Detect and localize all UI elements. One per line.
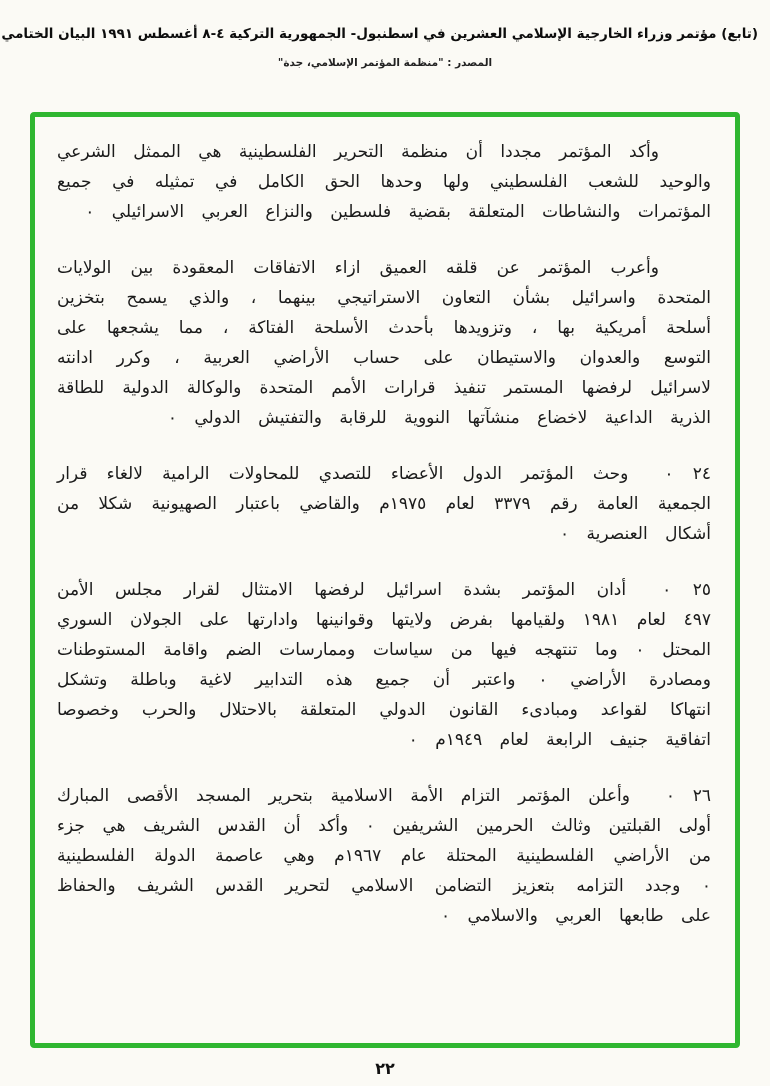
paragraph-us-israel-agreements: وأعرب المؤتمر عن قلقه العميق ازاء الاتفاقات المعقودة بين الولايات المتحدة واسرائيل بشأن التعاون الاستراتيجي بينهما ، والذي يسمح بتخزين أسلحة أمريكية بها ، وتزويدها بأحدث الأسلحة الفتاكة ، مما يشجعها على التوسع والعدوان والاستيطان على حساب الأراضي العربية ، وكرر ادانته لاسرائيل لرفضها المستمر تنفيذ قرارات الأمم المتحدة والوكالة الدولية للطاقة الذرية الداعية لاخضاع منشآتها النووية للرقابة والتفتيش الدولي ٠: [57, 258, 711, 428]
paragraph-24-text: وحث المؤتمر الدول الأعضاء للتصدي للمحاولات الرامية لالغاء قرار الجمعية العامة رقم ٣٣٧٩ لعام ١٩٧٥م والقاضي باعتبار الصهيونية شكلا من أشكال العنصرية ٠: [57, 464, 711, 544]
paragraph-25-text: أدان المؤتمر بشدة اسرائيل لرفضها الامتثال لقرار مجلس الأمن ٤٩٧ لعام ١٩٨١ ولقيامها بفرض ولايتها وقوانينها وادارتها على الجولان السوري المحتل ٠ وما تنتهجه فيها من سياسات وممارسات الضم واقامة المستوطنات ومصادرة الأراضي ٠ واعتبر أن جميع هذه التدابير لاغية وباطلة وتشكل انتهاكا لقواعد ومبادىء القانون الدولي المتعلقة بالاحتلال والحرب وخصوصا اتفاقية جنيف الرابعة لعام ١٩٤٩م ٠: [57, 580, 711, 750]
paragraph-25-number: ٢٥ ٠: [662, 580, 712, 600]
green-border-content-box: [30, 112, 740, 1048]
page-number: ٢٢: [375, 1059, 395, 1078]
paragraph-24: [57, 459, 711, 549]
paragraph-26-number: ٢٦ ٠: [665, 786, 712, 806]
paragraph-25: [57, 575, 711, 755]
paragraph-26: [57, 781, 711, 931]
paragraph-plo-representative: وأكد المؤتمر مجددا أن منظمة التحرير الفلسطينية هي الممثل الشرعي والوحيد للشعب الفلسطيني ولها وحدها الحق الكامل في تمثيله في جميع المؤتمرات والنشاطات المتعلقة بقضية فلسطين والنزاع العربي الاسرائيلي ٠: [57, 142, 711, 222]
document-header: [0, 26, 770, 69]
paragraph-24-number: ٢٤ ٠: [664, 464, 711, 484]
document-source-line: المصدر : "منظمة المؤتمر الإسلامي، جدة": [277, 57, 493, 69]
document-title: (تابع) مؤتمر وزراء الخارجية الإسلامي العشرين في اسطنبول- الجمهورية التركية ٤-٨ أغسطس ١٩٩١ البيان الختامي: [1, 26, 758, 42]
paragraph-26-text: وأعلن المؤتمر التزام الأمة الاسلامية بتحرير المسجد الأقصى المبارك أولى القبلتين وثالث الحرمين الشريفين ٠ وأكد أن القدس الشريف هي جزء من الأراضي الفلسطينية المحتلة عام ١٩٦٧م وهي عاصمة الدولة الفلسطينية ٠ وجدد التزامه بتعزيز التضامن الاسلامي لتحرير القدس الشريف والحفاظ على طابعها العربي والاسلامي ٠: [57, 786, 711, 926]
